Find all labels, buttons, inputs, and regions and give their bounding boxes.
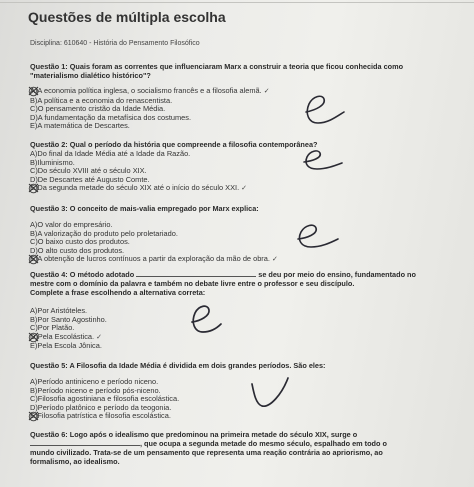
tick-icon: ✓ [263,88,270,95]
page-title: Questões de múltipla escolha [28,9,226,25]
question-5-options [30,378,179,421]
q2-option-d[interactable]: D)De Descartes até Augusto Comte. [30,174,150,184]
question-1-text-line2: "materialismo dialético histórico"? [30,71,151,80]
q1-option-e[interactable]: E)A matemática de Descartes. [30,121,130,131]
q4-option-e[interactable]: E)Pela Escola Jônica. [30,341,102,351]
tick-icon: ✓ [271,256,278,264]
tick-icon: ✓ [96,333,102,341]
question-1 [30,62,455,80]
question-6-line1: Questão 6: Logo após o idealismo que predominou na primeira metade do século XIX, surge o [30,430,358,439]
question-3-options [30,221,278,265]
q2-option-e[interactable]: E)Da segunda metade do século XIX até o início do século XXI. ✓ [30,183,247,193]
q1-option-a[interactable]: A)A economia política inglesa, o socialismo francês e a filosofia alemã. ✓ [30,86,270,95]
handwritten-e-mark [186,302,226,338]
q4-option-b[interactable]: B)Por Santo Agostinho. [30,314,107,324]
question-1-options [30,87,270,131]
discipline-label: Disciplina: 610640 - História do Pensamento Filosófico [30,40,200,47]
q5-option-a[interactable]: A)Período antiniceno e período niceno. [30,377,159,386]
q2-option-b[interactable]: B)Iluminismo. [30,157,75,167]
handwritten-e-mark [298,148,348,174]
tick-icon: ✓ [241,185,247,193]
question-4-line1: Questão 4: O método adotado se deu por meio do ensino, fundamentado no [30,270,416,279]
question-4-line2: mestre com o domínio da palavra e também no debate livre entre o professor e seu discípulo. [30,279,355,288]
handwritten-e-mark [292,222,344,252]
q1-option-d[interactable]: D)A fundamentação da metafísica dos costumes. [30,112,192,122]
question-3: Questão 3: O conceito de mais-valia empregado por Marx explica: [30,204,259,213]
selection-mark-icon [28,411,39,422]
q3-option-c[interactable]: C)O baixo custo dos produtos. [30,237,130,247]
q3-option-b[interactable]: B)A valorização do produto pelo proletariado. [30,228,178,238]
question-2-options [30,150,247,194]
question-6-line2: , que ocupa a segunda metade do mesmo século, espalhado em todo o [30,439,455,448]
q3-option-d[interactable]: D)O alto custo dos produtos. [30,245,125,255]
question-6-line4: formalismo, ao idealismo. [30,457,120,466]
selection-mark-icon [28,254,39,265]
question-6-line3: mundo civilizado. Trata-se de um pensamento que representa uma reação contrária ao apriorismo, ao [30,448,383,457]
q4-option-a[interactable]: A)Por Aristóteles. [30,306,88,315]
q4-option-c[interactable]: C)Por Platão. [30,323,75,333]
selection-mark-icon [28,183,39,194]
question-4 [30,270,455,297]
q3-option-e[interactable]: E)A obtenção de lucros contínuos a partir da exploração da mão de obra. ✓ [30,254,278,264]
q3-option-a[interactable]: A)O valor do empresário. [30,220,113,229]
q5-option-b[interactable]: B)Período niceno e período pós-niceno. [30,385,161,395]
question-2: Questão 2: Qual o período da história que compreende a filosofia contemporânea? [30,140,318,149]
q1-option-c[interactable]: C)O pensamento cristão da Idade Média. [30,104,166,114]
q5-option-c[interactable]: C)Filosofia agostiniana e filosofia escolástica. [30,394,180,404]
fill-in-blank[interactable] [30,439,140,446]
page-top-rule [0,2,474,3]
q4-option-d[interactable]: D)Pela Escolástica. ✓ [30,331,102,341]
handwritten-e-mark [300,92,350,128]
q2-option-c[interactable]: C)Do século XVIII até o século XIX. [30,166,147,176]
q5-option-d[interactable]: D)Período platônico e período da teogonia. [30,402,172,412]
question-5: Questão 5: A Filosofia da Idade Média é dividida em dois grandes períodos. São eles: [30,361,326,370]
q5-option-e[interactable]: E)Filosofia patrística e filosofia escolástica. [30,411,171,421]
question-4-line3: Complete a frase escolhendo a alternativa correta: [30,288,206,297]
q2-option-a[interactable]: A)Do final da Idade Média até a Idade da Razão. [30,149,191,158]
question-1-text-line1: Questão 1: Quais foram as correntes que influenciaram Marx a construir a teoria que ficou conhecida como [30,62,404,71]
handwritten-v-mark [244,372,294,414]
fill-in-blank[interactable] [136,270,256,277]
question-4-options [30,307,107,351]
q1-option-b[interactable]: B)A política e a economia do renascentista. [30,95,173,105]
question-6 [30,430,455,466]
